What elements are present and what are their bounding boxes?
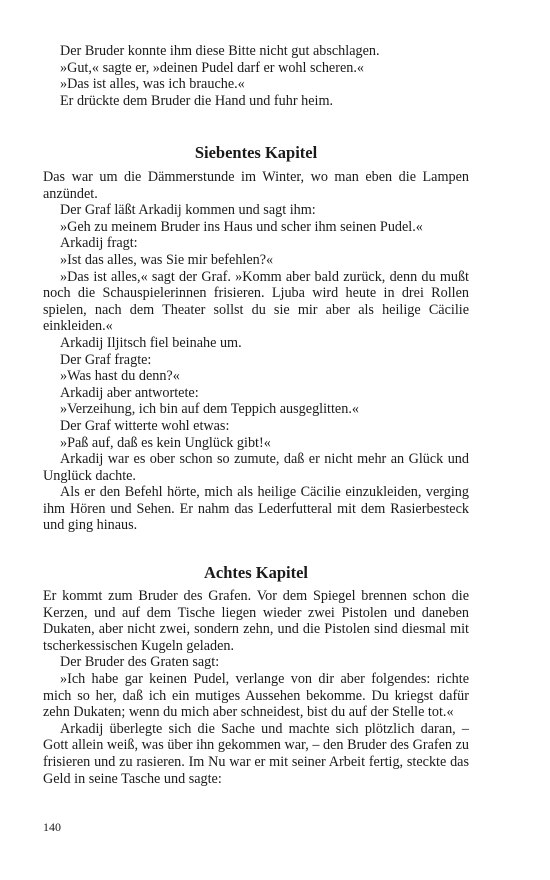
paragraph: »Das ist alles,« sagt der Graf. »Komm aber bald zurück, denn du mußt noch die Schauspielerinnen frisieren. Ljuba wird heute in drei Rollen spielen, nach dem Theater sollst du sie mir aber als heilige Cäcilie einkleiden.« (43, 268, 469, 335)
paragraph: »Verzeihung, ich bin auf dem Teppich ausgeglitten.« (60, 401, 359, 418)
paragraph: Der Bruder konnte ihm diese Bitte nicht gut abschlagen. (60, 43, 380, 59)
paragraph: »Ist das alles, was Sie mir befehlen?« (60, 251, 274, 268)
paragraph: Der Graf fragte: (60, 351, 152, 368)
paragraph: Arkadij war es ober schon so zumute, daß er nicht mehr an Glück und Unglück dachte. (43, 451, 469, 484)
paragraph: »Paß auf, daß es kein Unglück gibt!« (60, 434, 271, 451)
paragraph: Er drückte dem Bruder die Hand und fuhr heim. (60, 92, 334, 109)
paragraph: Der Graf witterte wohl etwas: (60, 417, 230, 434)
paragraph: Arkadij Iljitsch fiel beinahe um. (60, 334, 242, 351)
paragraph: Arkadij fragt: (60, 235, 138, 252)
paragraph: Der Bruder des Graten sagt: (60, 654, 220, 671)
paragraph: »Geh zu meinem Bruder ins Haus und scher ihm seinen Pudel.« (60, 218, 423, 235)
page-number: 140 (43, 820, 61, 834)
paragraph: »Ich habe gar keinen Pudel, verlange von dir aber folgendes: richte mich so her, daß ich ein mutiges Aussehen bekomme. Du kriegst dafür zehn Dukaten; wenn du mich aber schneidest, bist du auf der Stelle tot.« (43, 670, 469, 721)
paragraph: Arkadij überlegte sich die Sache und machte sich plötzlich daran, – Gott allein weiß, was über ihn gekommen war, – den Bruder des Grafen zu frisieren und zu rasieren. Im Nu war er mit seiner Arbeit fertig, steckte das Geld in seine Tasche und sagte: (43, 720, 469, 787)
chapter-8-text (43, 588, 469, 787)
paragraph: Als er den Befehl hörte, mich als heilige Cäcilie einzukleiden, verging ihm Hören und Sehen. Er nahm das Lederfutteral mit dem Rasierbesteck und ging hinaus. (43, 484, 469, 534)
paragraph: Er kommt zum Bruder des Grafen. Vor dem Spiegel brennen schon die Kerzen, und auf dem Tische liegen wieder zwei Pistolen und daneben Dukaten, aber nicht zwei, sondern zehn, und die Pistolen sind diesmal mit tscherkessischen Kugeln geladen. (43, 588, 469, 654)
paragraph: Der Graf läßt Arkadij kommen und sagt ihm: (60, 202, 316, 219)
chapter-heading-7: Siebentes Kapitel (194, 143, 318, 162)
chapter-7-text (43, 169, 469, 534)
paragraph: »Gut,« sagte er, »deinen Pudel darf er wohl scheren.« (60, 59, 364, 76)
chapter-heading-8: Achtes Kapitel (203, 563, 309, 582)
paragraph: Das war um die Dämmerstunde im Winter, wo man eben die Lampen anzündet. (43, 169, 469, 202)
top-text-block (43, 43, 469, 109)
paragraph: »Das ist alles, was ich brauche.« (60, 76, 245, 93)
paragraph: Arkadij aber antwortete: (60, 384, 199, 401)
paragraph: »Was hast du denn?« (60, 368, 180, 385)
